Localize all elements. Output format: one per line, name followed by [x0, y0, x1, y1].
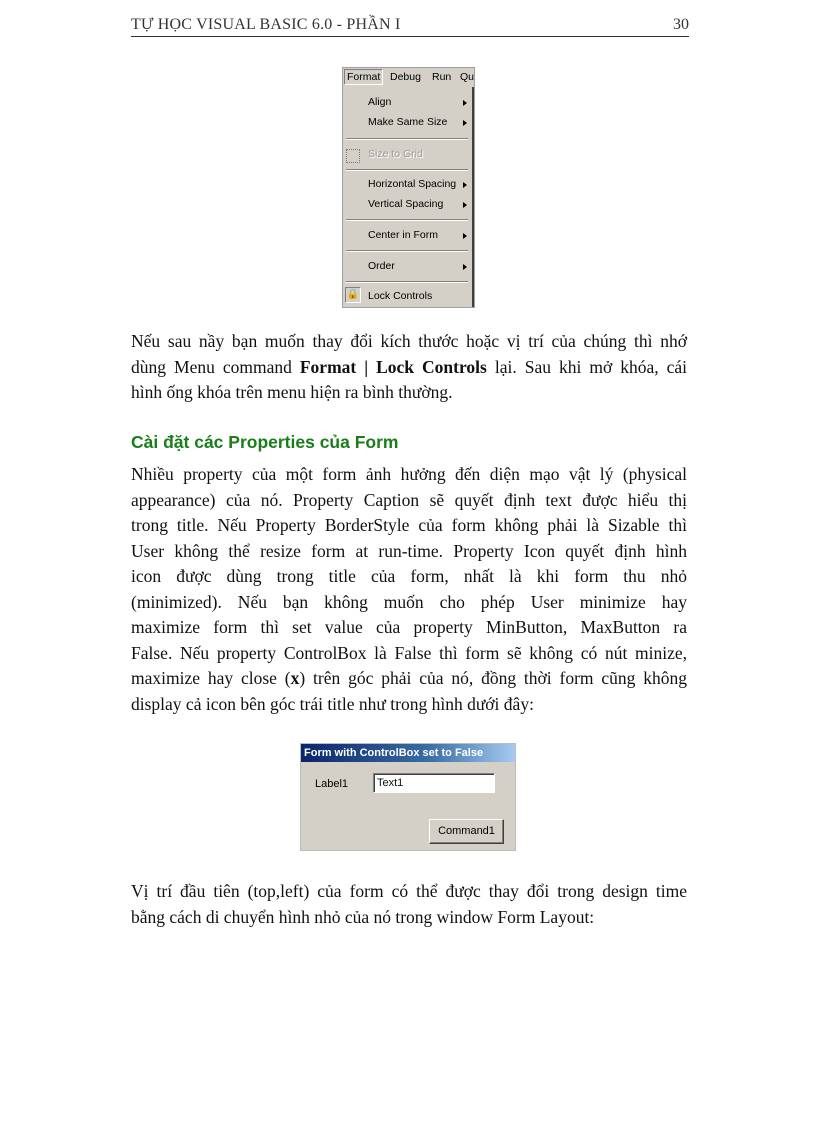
menu-debug[interactable]: Debug — [390, 71, 421, 83]
menu-run[interactable]: Run — [432, 71, 452, 83]
menu-item-lock-controls[interactable]: Lock Controls — [368, 290, 433, 302]
paragraph-form-layout — [131, 879, 687, 930]
submenu-arrow-icon — [463, 182, 467, 188]
paragraph-lock-controls — [131, 329, 687, 406]
page-header — [131, 16, 689, 37]
text-line: Vị trí đầu tiên (top,left) của form có thể được thay đổi trong design time — [131, 881, 687, 901]
submenu-arrow-icon — [463, 264, 467, 270]
menu-format[interactable]: Format — [344, 69, 383, 85]
text-line: display cả icon bên góc trái title như trong hình dưới đây: — [131, 693, 534, 714]
page-number: 30 — [673, 16, 689, 33]
menu-query[interactable]: Qu — [460, 71, 475, 83]
text-line: Nếu sau nầy bạn muốn thay đổi kích thước hoặc vị trí của chúng thì nhớ — [131, 331, 687, 351]
submenu-arrow-icon — [463, 202, 467, 208]
menu-item-make-same-size[interactable]: Make Same Size — [368, 116, 448, 128]
close-x-bold: x — [290, 668, 300, 688]
text-line: Nhiều property của một form ảnh hưởng đến diện mạo vật lý (physical — [131, 464, 687, 484]
menu-item-order[interactable]: Order — [368, 260, 395, 272]
lock-icon: 🔒 — [345, 287, 361, 303]
menu-separator — [346, 219, 468, 221]
text-line: User không thể resize form at run-time. Property Icon quyết định hình — [131, 540, 687, 561]
text-span: dùng Menu command — [131, 356, 300, 377]
menu-item-align[interactable]: Align — [368, 96, 392, 108]
menu-separator — [346, 169, 468, 171]
form-titlebar: Form with ControlBox set to False — [301, 744, 515, 762]
menu-separator — [346, 250, 468, 252]
paragraph-form-properties — [131, 462, 687, 717]
section-heading: Cài đặt các Properties của Form — [131, 432, 399, 452]
menubar — [343, 68, 475, 87]
text-line — [131, 666, 687, 692]
menu-command-bold: Format | Lock Controls — [299, 356, 487, 377]
menu-item-horizontal-spacing[interactable]: Horizontal Spacing — [368, 178, 457, 190]
menu-item-size-to-grid: Size to Grid — [368, 148, 423, 160]
format-dropdown — [343, 87, 474, 307]
form-controlbox-screenshot — [300, 743, 516, 851]
menu-separator — [346, 281, 468, 283]
format-menu-screenshot — [342, 67, 475, 308]
text-line — [131, 355, 687, 381]
submenu-arrow-icon — [463, 233, 467, 239]
text-line: trong title. Nếu Property BorderStyle của form không phải là Sizable thì — [131, 515, 687, 535]
menu-item-center-in-form[interactable]: Center in Form — [368, 229, 439, 241]
submenu-arrow-icon — [463, 100, 467, 106]
text-line: appearance) của nó. Property Caption sẽ quyết định text được hiểu thị — [131, 489, 687, 510]
submenu-arrow-icon — [463, 120, 467, 126]
form-label: Label1 — [315, 778, 349, 790]
grid-icon — [346, 149, 360, 163]
text-span: ) trên góc phải của nó, đồng thời form cũng không — [299, 668, 687, 688]
command1-button[interactable]: Command1 — [429, 819, 504, 844]
text-span: maximize hay close ( — [131, 668, 291, 688]
menu-item-vertical-spacing[interactable]: Vertical Spacing — [368, 198, 444, 210]
text-line: icon được dùng trong title của form, nhất là khi form thu nhỏ — [131, 566, 687, 586]
menu-separator — [346, 138, 468, 140]
form-textbox[interactable]: Text1 — [373, 773, 495, 793]
text-line: False. Nếu property ControlBox là False thì form sẽ không có nút minize, — [131, 642, 687, 663]
header-title: TỰ HỌC VISUAL BASIC 6.0 - PHẦN I — [131, 16, 401, 33]
text-line: maximize form thì set value của property MinButton, MaxButton ra — [131, 617, 687, 637]
text-span: lại. Sau khi mở khóa, cái — [486, 356, 688, 377]
text-line: hình ống khóa trên menu hiện ra bình thường. — [131, 382, 453, 402]
text-line: bằng cách di chuyển hình nhỏ của nó trong window Form Layout: — [131, 906, 595, 927]
text-line: (minimized). Nếu bạn không muốn cho phép User minimize hay — [131, 591, 687, 612]
